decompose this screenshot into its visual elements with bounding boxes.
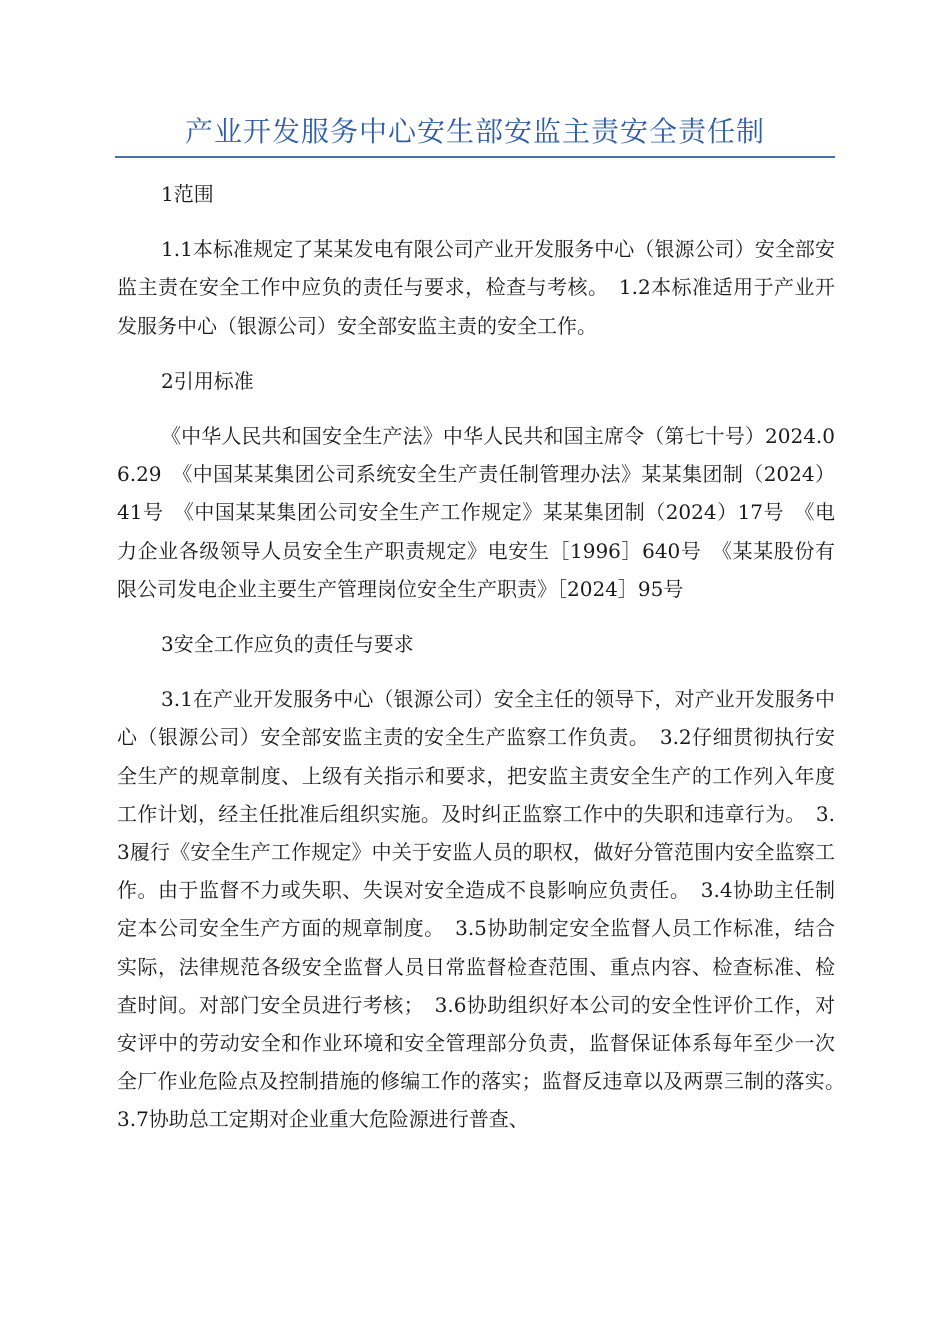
paragraph-scope-content: 1.1本标准规定了某某发电有限公司产业开发服务中心（银源公司）安全部安监主责在安全工作中应负的责任与要求，检查与考核。 1.2本标准适用于产业开发服务中心（银源公司）安全部安监主责的安全工作。: [117, 237, 835, 338]
title-block: [115, 112, 835, 158]
paragraph-responsibilities-content: 3.1在产业开发服务中心（银源公司）安全主任的领导下，对产业开发服务中心（银源公司）安全部安监主责的安全生产监察工作负责。 3.2仔细贯彻执行安全生产的规章制度、上级有关指示和要求，把安监主责安全生产的工作列入年度工作计划，经主任批准后组织实施。及时纠正监察工作中的失职和违章行为。 3.3履行《安全生产工作规定》中关于安监人员的职权，做好分管范围内安全监察工作。由于监督不力或失职、失误对安全造成不良影响应负责任。 3.4协助主任制定本公司安全生产方面的规章制度。 3.5协助制定安全监督人员工作标准，结合实际，法律规范各级安全监督人员日常监督检查范围、重点内容、检查标准、检查时间。对部门安全员进行考核； 3.6协助组织好本公司的安全性评价工作，对安评中的劳动安全和作业环境和安全管理部分负责，监督保证体系每年至少一次全厂作业危险点及控制措施的修编工作的落实；监督反违章以及两票三制的落实。 3.7协助总工定期对企业重大危险源进行普查、: [117, 687, 855, 1132]
document-title: 产业开发服务中心安生部安监主责安全责任制: [184, 115, 765, 148]
document-body: [117, 175, 855, 1139]
section-heading-references: 2引用标准: [161, 368, 254, 393]
section-heading-scope: 1范围: [161, 182, 214, 206]
section-heading-responsibilities: 3安全工作应负的责任与要求: [161, 632, 414, 657]
paragraph-references-content: 《中华人民共和国安全生产法》中华人民共和国主席令（第七十号）2024.06.29 《中国某某集团公司系统安全生产责任制管理办法》某某集团制（2024）41号 《中国某某集团公司安全生产工作规定》某某集团制（2024）17号 《电力企业各级领导人员安全生产职责规定》电安生［1996］640号 《某某股份有限公司发电企业主要生产管理岗位安全生产职责》［2024］95号: [117, 424, 835, 601]
